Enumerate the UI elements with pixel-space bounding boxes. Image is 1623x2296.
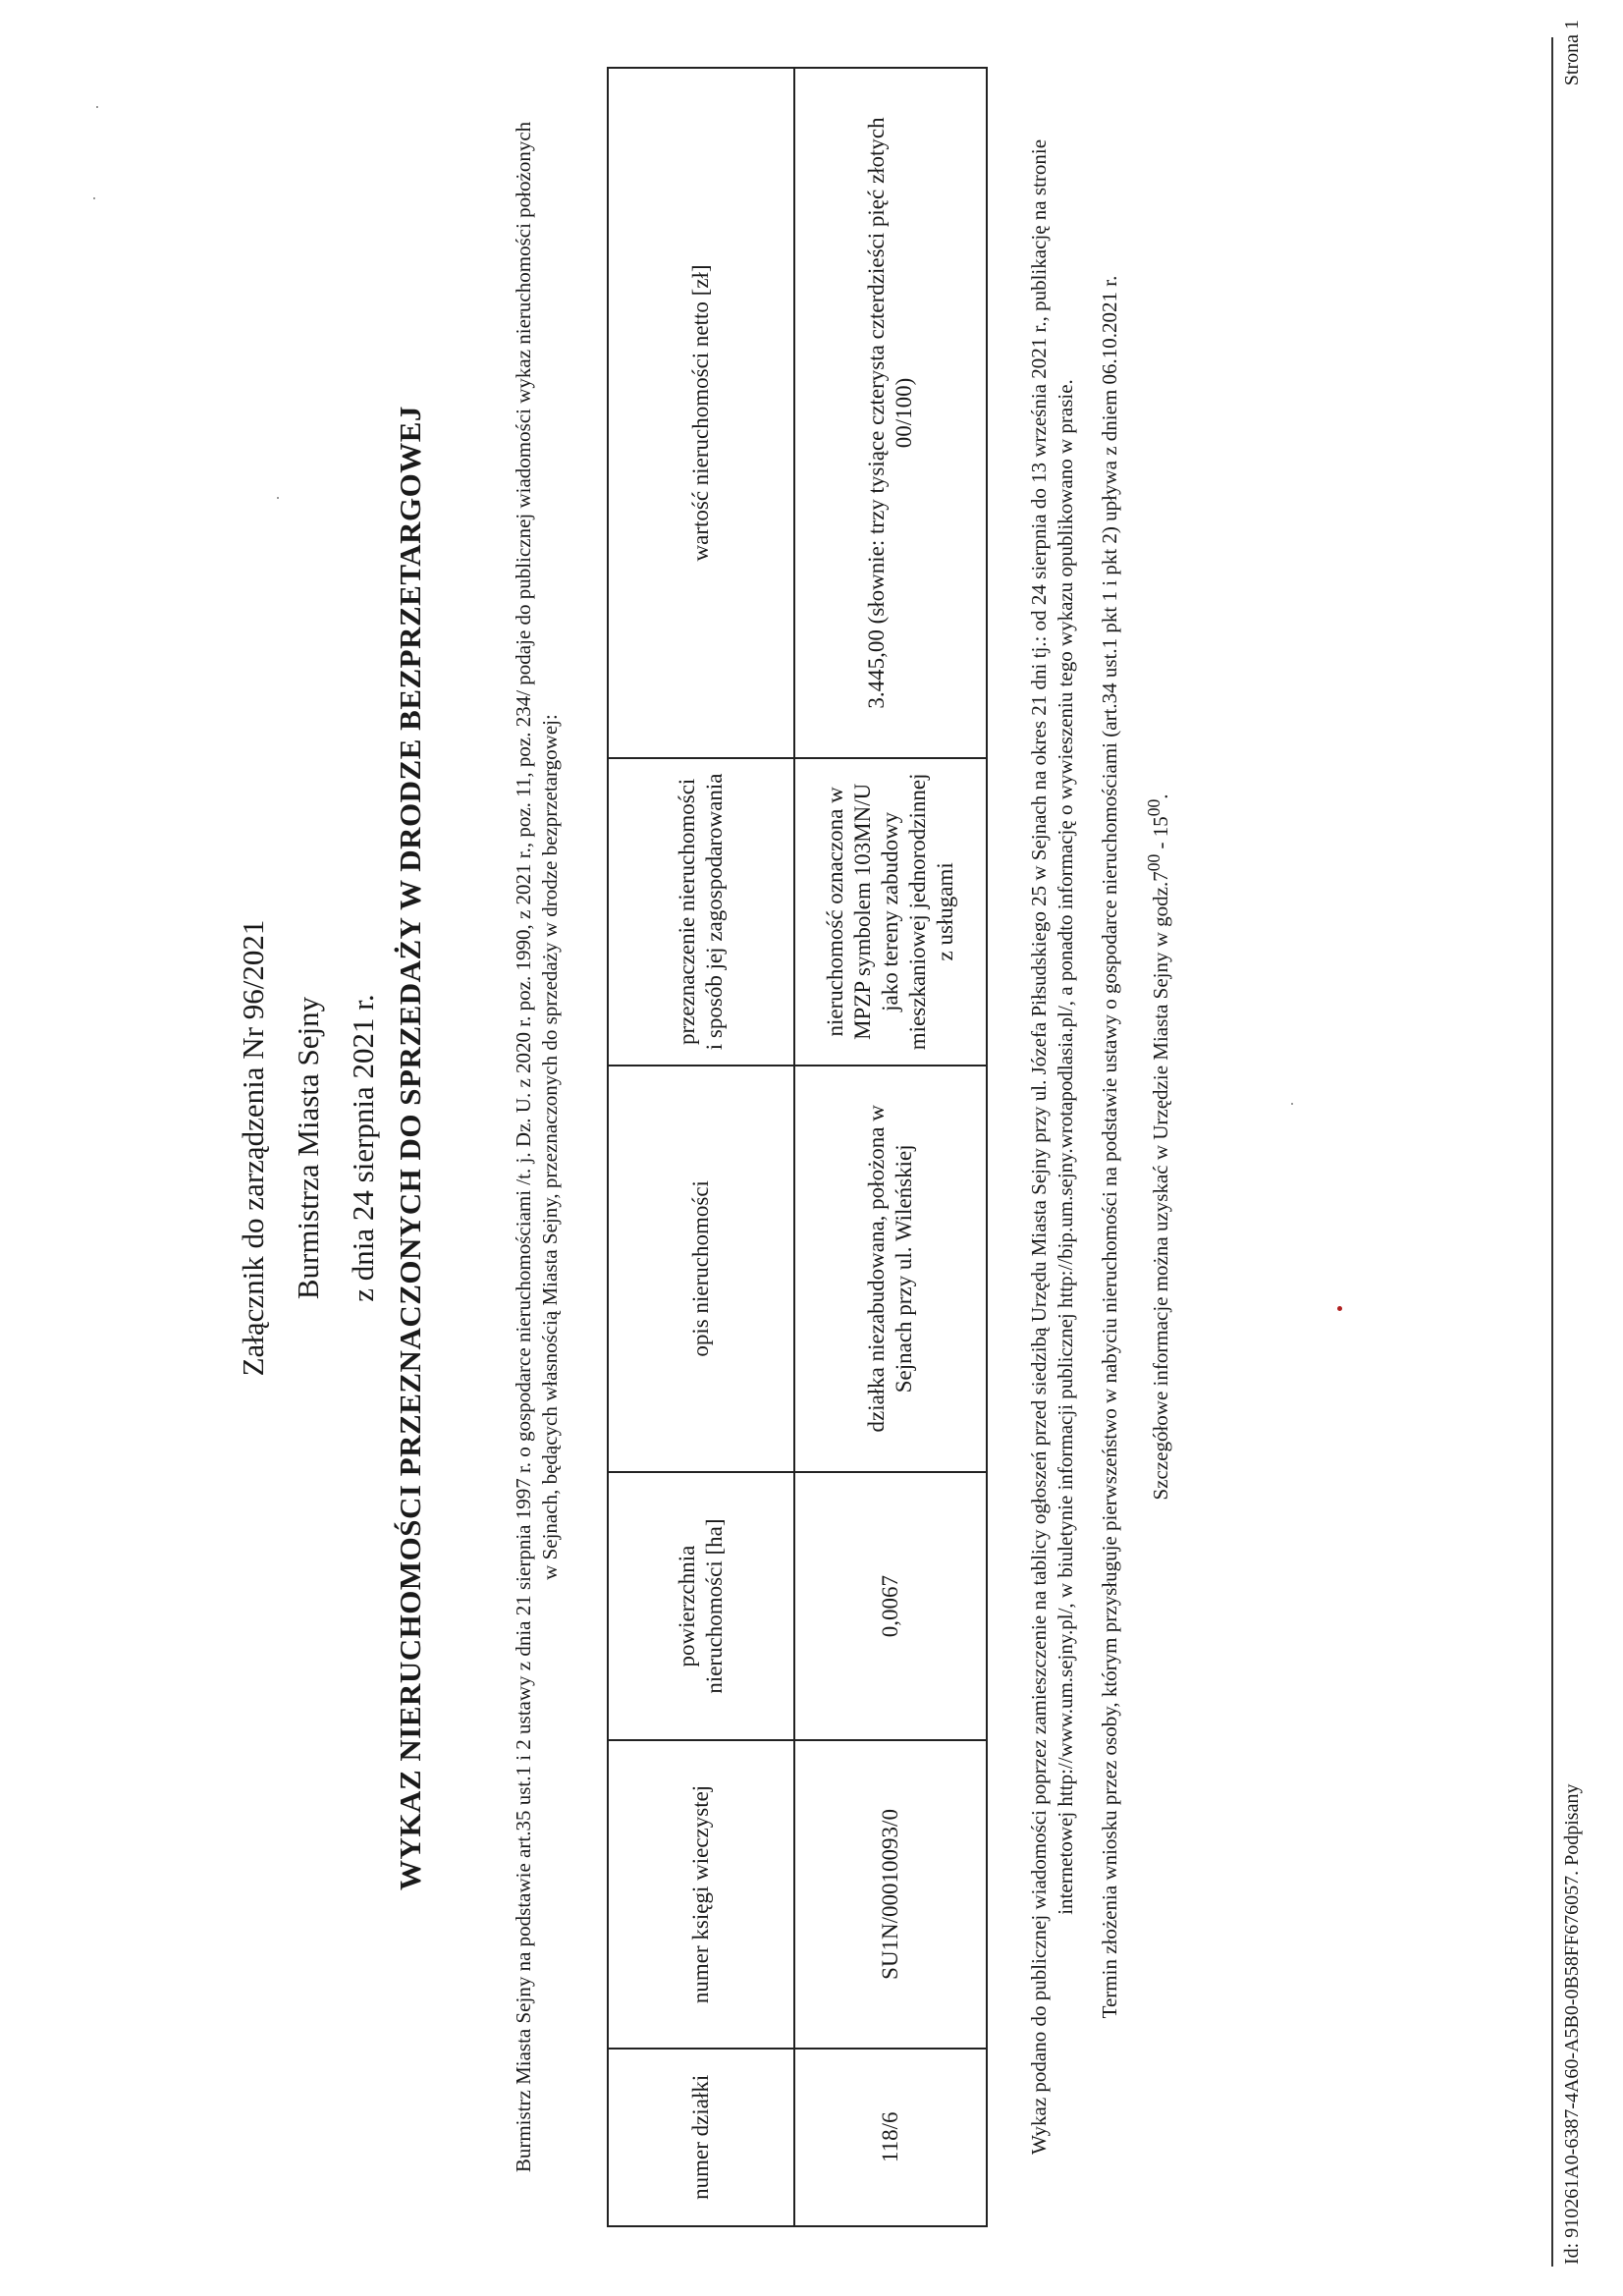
cell-land-register: SU1N/00010093/0: [794, 1740, 987, 2048]
hour-start: 7: [1149, 871, 1172, 882]
info-note: [1141, 91, 1174, 2203]
footer-divider: [1551, 37, 1553, 2267]
hour-start-minutes: 00: [1144, 853, 1163, 872]
info-prefix: Szczegółowe informacje można uzyskać w Urzędzie Miasta Sejny w godz.: [1149, 881, 1172, 1501]
scan-artifact: [277, 497, 279, 499]
header-description: opis nieruchomości: [608, 1066, 794, 1472]
intro-paragraph: Burmistrz Miasta Sejny na podstawie art.35 ust.1 i 2 ustawy z dnia 21 sierpnia 1997 r. o gospodarce nieruchomościami /t. j. Dz. U. z 2020 r. poz. 1990, z 2021 r., poz. 11, poz. 234/ podaje do publicznej wiadomości wykaz nieruchomości położonych w Sejnach, będących własnością Miasta Sejny, przeznaczonych do sprzedaży w drodze bezprzetargowej:: [512, 121, 562, 2173]
deadline-note: Termin złożenia wniosku przez osoby, którym przysługuje pierwszeństwo w nabyciu nieruchomości na podstawie ustawy o gospodarce nieruchomościami (art.34 ust.1 pkt 1 i pkt 2) upływa z dniem 06.10.2021 r.: [1098, 275, 1121, 2019]
notes-section: [1026, 91, 1192, 2203]
page-number: Strona 1: [1561, 20, 1583, 86]
attachment-header: [226, 0, 391, 2296]
document-title: WYKAZ NIERUCHOMOŚCI PRZEZNACZONYCH DO SPRZEDAŻY W DRODZE BEZPRZETARGOWEJ: [393, 406, 427, 1890]
header-area: powierzchnia nieruchomości [ha]: [608, 1472, 794, 1740]
header-value: wartość nieruchomości netto [zł]: [608, 68, 794, 758]
cell-description: działka niezabudowana, położona w Sejnach przy ul. Wileńskiej: [794, 1066, 987, 1472]
hour-end: 15: [1149, 816, 1172, 838]
publication-note: Wykaz podano do publicznej wiadomości poprzez zamieszczenie na tablicy ogłoszeń przed siedzibą Urzędu Miasta Sejny przy ul. Józefa Piłsudskiego 25 w Sejnach na okres 21 dni tj.: od 24 sierpnia do 13 września 2021 r., publikację na stronie internetowej http://www.um.sejny.pl/, w biuletynie informacji publicznej http://bip.um.sejny.wrotapodlasia.pl/, a ponadto informację o wywieszeniu tego wykazu opublikowano w prasie.: [1027, 138, 1077, 2156]
cell-area: 0,0067: [794, 1472, 987, 1740]
header-plot-number: numer działki: [608, 2049, 794, 2226]
date-line: z dnia 24 sierpnia 2021 r.: [346, 994, 380, 1302]
signature-id: Id: 910261A0-6387-4A60-A5B0-0B58FF676057. Podpisany: [1561, 1783, 1583, 2265]
header-land-register: numer księgi wieczystej: [608, 1740, 794, 2048]
scan-artifact: [93, 197, 95, 199]
hour-separator: -: [1149, 837, 1172, 854]
property-table: [607, 67, 988, 2227]
hour-end-minutes: 00: [1144, 798, 1163, 817]
cell-value: 3.445,00 (słownie: trzy tysiące czterysta czterdzieści pięć złotych 00/100): [794, 68, 987, 758]
issuer-line: Burmistrza Miasta Sejny: [291, 996, 325, 1300]
scan-artifact: [1337, 1306, 1342, 1311]
scan-artifact: [1291, 1103, 1293, 1105]
table-header-row: [608, 68, 794, 2226]
cell-plot-number: 118/6: [794, 2049, 987, 2226]
attachment-line: Załącznik do zarządzenia Nr 96/2021: [236, 919, 270, 1377]
cell-purpose: nieruchomość oznaczona w MPZP symbolem 103MN/U jako tereny zabudowy mieszkaniowej jednorodzinnej z usługami: [794, 758, 987, 1066]
scan-artifact: [96, 106, 98, 108]
table-row: [794, 68, 987, 2226]
info-suffix: .: [1149, 793, 1172, 799]
header-purpose: przeznaczenie nieruchomości i sposób jej zagospodarowania: [608, 758, 794, 1066]
